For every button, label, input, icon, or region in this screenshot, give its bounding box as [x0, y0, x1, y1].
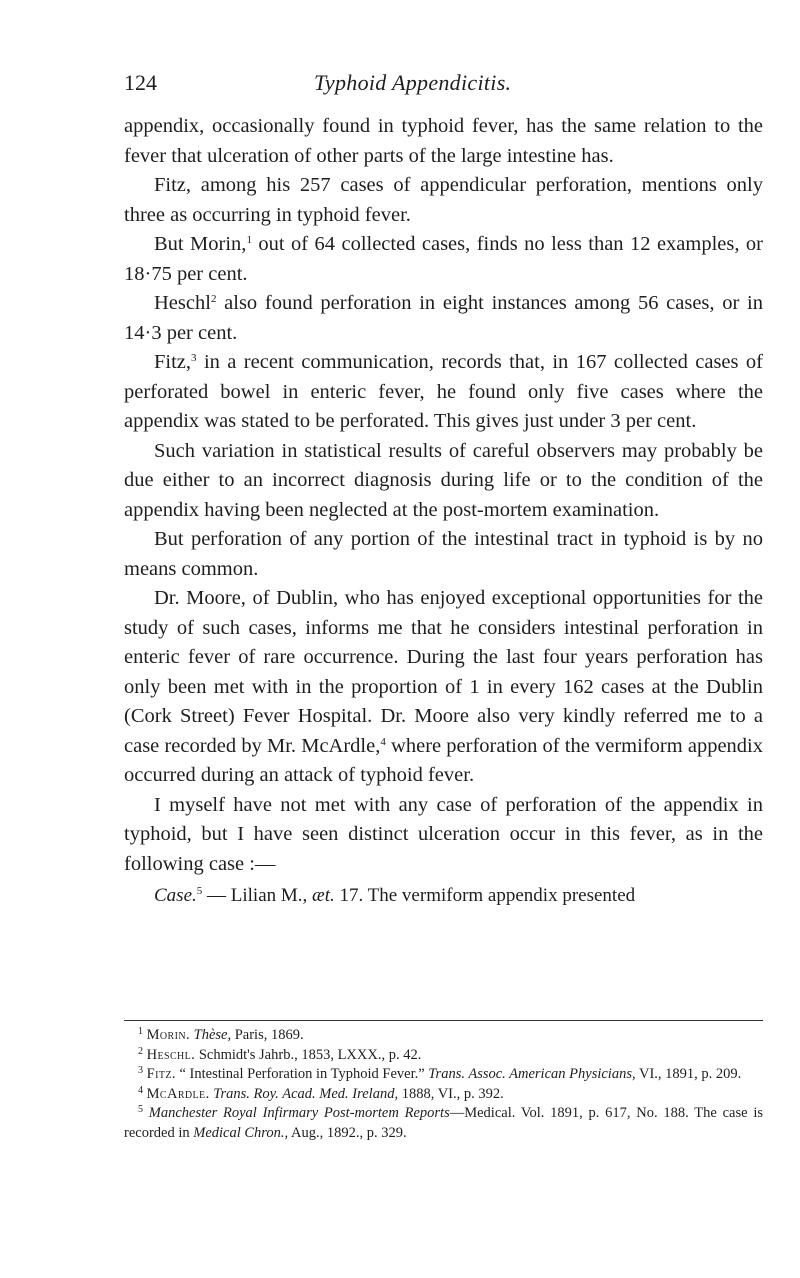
paragraph-8: Dr. Moore, of Dublin, who has enjoyed exceptional opportunities for the study of such cases, informs me that he considers intestinal perforation in enteric fever of rare occurrence. During the last four years perforation has only been met with in the proportion of 1 in every 162 cases at the Dublin (Cork Street) Fever Hospital. Dr. Moore also very kindly referred me to a case recorded by Mr. McArdle,$^4$ where perforation of the vermiform appendix occurred during an attack of typhoid fever.	[124, 587, 763, 786]
footnote-divider	[124, 1020, 763, 1021]
paragraph-4: Heschl$^2$ also found perforation in eight instances among 56 cases, or in 14·3 per cent.	[124, 292, 763, 344]
paragraph-2: Fitz, among his 257 cases of appendicular perforation, mentions only three as occurring in typhoid fever.	[124, 174, 763, 226]
paragraph-1: appendix, occasionally found in typhoid fever, has the same relation to the fever that ulceration of other parts of the large intestine has.	[124, 115, 763, 167]
case-label: Case.	[154, 885, 197, 906]
page-number: 124	[124, 70, 157, 95]
footnote-ref-3: 3	[191, 352, 197, 364]
footnote-3: $^3$ Fitz. “ Intestinal Perforation in Typhoid Fever.” Trans. Assoc. American Physicians, VI., 1891, p. 209.	[138, 1065, 742, 1082]
footnote-ref-4: 4	[380, 735, 386, 748]
paragraph-7: But perforation of any portion of the intestinal tract in typhoid is by no means common.	[124, 528, 763, 580]
footnote-1: $^1$ Morin. Thèse, Paris, 1869.	[138, 1026, 304, 1043]
footnote-5: $^5$ Manchester Royal Infirmary Post-mortem Reports—Medical. Vol. 1891, p. 617, No. 188. The case is recorded in Medical Chron., Aug., 1892., p. 329.	[124, 1104, 763, 1141]
footnote-ref-5: 5	[196, 885, 203, 897]
body-text	[124, 112, 763, 911]
paragraph-6: Such variation in statistical results of careful observers may probably be due either to an incorrect diagnosis during life or to the condition of the appendix having been neglected at the post-mortem examination.	[124, 439, 763, 521]
paragraph-5: Fitz,$^3$ in a recent communication, records that, in 167 collected cases of perforated bowel in enteric fever, he found only five cases where the appendix was stated to be perforated. This gives just under 3 per cent.	[124, 351, 763, 432]
paragraph-case: Case.$^5$ — Lilian M., æt. 17. The vermiform appendix presented	[154, 885, 636, 906]
footnote-ref-1: 1	[246, 234, 252, 246]
paragraph-9: I myself have not met with any case of perforation of the appendix in typhoid, but I have seen distinct ulceration occur in this fever, as in the following case :—	[124, 793, 763, 875]
running-title: Typhoid Appendicitis.	[314, 70, 512, 95]
footnote-ref-2: 2	[210, 293, 217, 305]
paragraph-3: But Morin,$^1$ out of 64 collected cases, finds no less than 12 examples, or 18·75 per cent.	[124, 233, 763, 285]
footnotes	[124, 1026, 763, 1143]
footnote-4: $^4$ McArdle. Trans. Roy. Acad. Med. Ireland, 1888, VI., p. 392.	[138, 1084, 504, 1102]
page-header	[124, 70, 764, 106]
footnote-2: $^2$ Heschl. Schmidt's Jahrb., 1853, LXXX., p. 42.	[138, 1045, 422, 1063]
